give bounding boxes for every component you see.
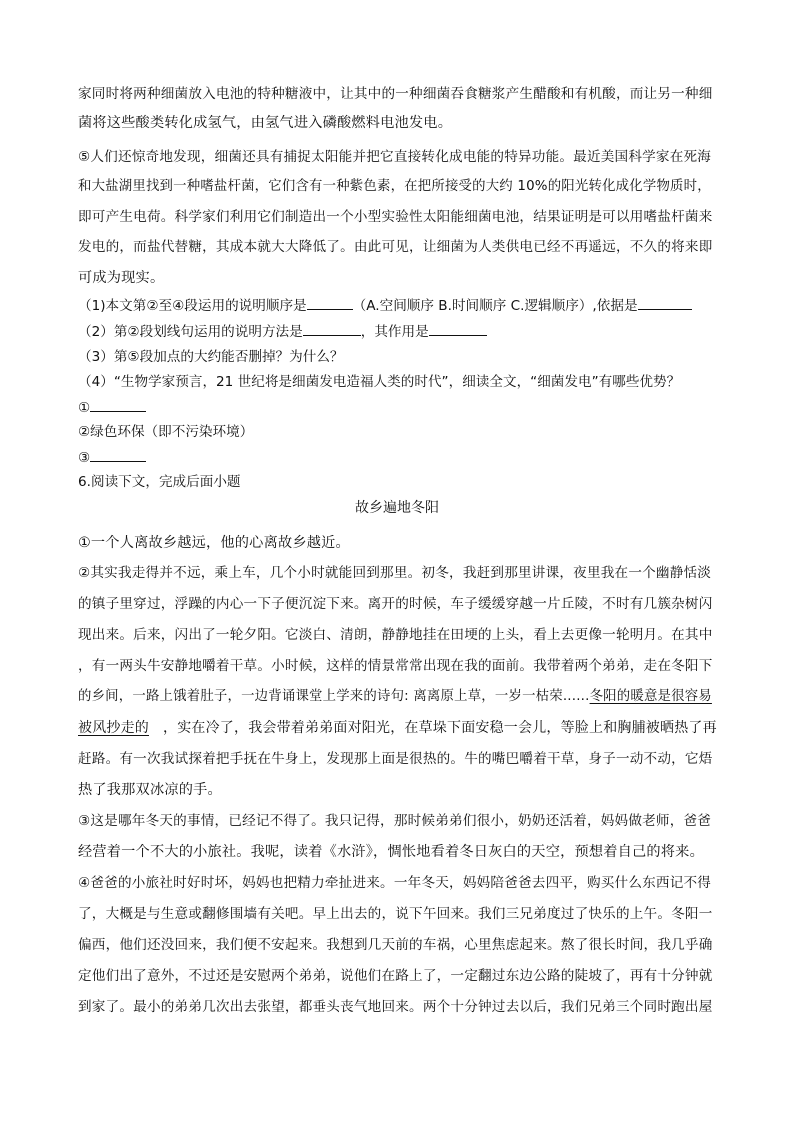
paragraph-line: 的镇子里穿过，浮躁的内心一下子便沉淀下来。离开的时候，车子缓缓穿越一片丘陵，不时有几簇杂树闪: [78, 596, 713, 612]
paragraph-line: 发电的，而盐代替糖，其成本就大大降低了。由此可见，让细菌为人类供电已经不再遥远，不久的将来即: [78, 239, 713, 255]
paragraph-line: 菌将这些酸类转化成氢气，由氢气进入磷酸燃料电池发电。: [78, 115, 453, 131]
answer-blank[interactable]: [90, 447, 146, 462]
paragraph-line: 了，大概是与生意或翻修围墙有关吧。早上出去的，说下午回来。我们三兄弟度过了快乐的上午。冬阳一: [78, 906, 713, 922]
paragraph-line: ④爸爸的小旅社时好时坏，妈妈也把精力牵扯进来。一年冬天，妈妈陪爸爸去四平，购买什么东西记不得: [78, 875, 712, 891]
paragraph-line: 赶路。有一次我试探着把手抚在牛身上，发现那上面是很热的。牛的嘴巴嚼着干草，身子一动不动，它焐: [78, 751, 713, 767]
paragraph-line: 定他们出了意外，不过还是安慰两个弟弟，说他们在路上了，一定翻过东边公路的陡坡了，再有十分钟就: [78, 968, 713, 984]
answer-blank[interactable]: [303, 321, 361, 336]
paragraph-line: ③这是哪年冬天的事情，已经记不得了。我只记得，那时候弟弟们很小，奶奶还活着，妈妈做老师，爸爸: [78, 813, 712, 829]
paragraph-line: 现出来。后来，闪出了一轮夕阳。它淡白、清朗，静静地挂在田埂的上头，看上去更像一轮明月。在其中: [78, 627, 713, 643]
paragraph-line: 即可产生电荷。科学家们利用它们制造出一个小型实验性太阳能细菌电池，结果证明是可以用嗜盐杆菌来: [78, 209, 713, 225]
paragraph-line: 可成为现实。: [78, 270, 165, 286]
answer-item-2: ②绿色环保（即不污染环境）: [78, 424, 254, 440]
question-4: （4）“生物学家预言，21 世纪将是细菌发电造福人类的时代”，细读全文，“细菌发电”有哪些优势？: [78, 374, 681, 390]
paragraph-line: 到家了。最小的弟弟几次出去张望，都垂头丧气地回来。两个十分钟过去以后，我们兄弟三个同时跑出屋: [78, 999, 713, 1015]
answer-blank[interactable]: [429, 321, 487, 336]
paragraph-line: 家同时将两种细菌放入电池的特种糖液中，让其中的一种细菌吞食糖浆产生醋酸和有机酸，而让另一种细: [78, 86, 713, 102]
answer-item-3: ③: [78, 446, 718, 470]
paragraph-line: 热了我那双冰凉的手。: [78, 782, 222, 798]
paragraph-line: ⑤人们还惊奇地发现，细菌还具有捕捉太阳能并把它直接转化成电能的特异功能。最近美国科学家在死海: [78, 149, 712, 165]
answer-blank[interactable]: [638, 295, 692, 310]
paragraph-line: 经营着一个不大的小旅社。我呢，读着《水浒》，惆怅地看着冬日灰白的天空，预想着自己的将来。: [78, 844, 704, 860]
paragraph-line: 和大盐湖里找到一种嗜盐杆菌，它们含有一种紫色素，在把所接受的大约 10%的阳光转化成化学物质时，: [78, 179, 711, 194]
paragraph-line: ①一个人离故乡越远，他的心离故乡越近。: [78, 535, 350, 551]
underlined-sentence: 冬阳的暖意是很容易: [589, 689, 712, 704]
paragraph-line: 被风抄走的 ，实在冷了，我会带着弟弟面对阳光，在草垛下面安稳一会儿，等脸上和胸脯被晒热了再: [78, 720, 717, 736]
paragraph-line: ，有一两头牛安静地嚼着干草。小时候，这样的情景常常出现在我的面前。我带着两个弟弟，走在冬阳下: [78, 658, 713, 674]
answer-item-1: ①: [78, 396, 718, 420]
answer-blank[interactable]: [307, 295, 353, 310]
question-3: （3）第⑤段加点的大约能否删掉？为什么？: [78, 349, 344, 365]
section-header: 6.阅读下文，完成后面小题: [78, 474, 241, 490]
paragraph-line: 的乡间，一路上饿着肚子，一边背诵课堂上学来的诗句: 离离原上草，一岁一枯荣......冬阳的暖意是很容易: [78, 689, 712, 704]
paragraph-line: 偏西，他们还没回来，我们便不安起来。我想到几天前的车祸，心里焦虑起来。熬了很长时间，我几乎确: [78, 937, 713, 953]
article-title: 故乡遍地冬阳: [355, 500, 439, 516]
paragraph-line: ②其实我走得并不远，乘上车，几个小时就能回到那里。初冬，我赶到那里讲课，夜里我在一个幽静恬淡: [78, 565, 712, 581]
question-2: （2）第②段划线句运用的说明方法是 ，其作用是: [78, 320, 718, 344]
question-1: （1)本文第②至④段运用的说明顺序是 （A.空间顺序 B.时间顺序 C.逻辑顺序）,依据是: [78, 294, 718, 318]
answer-blank[interactable]: [90, 397, 146, 412]
